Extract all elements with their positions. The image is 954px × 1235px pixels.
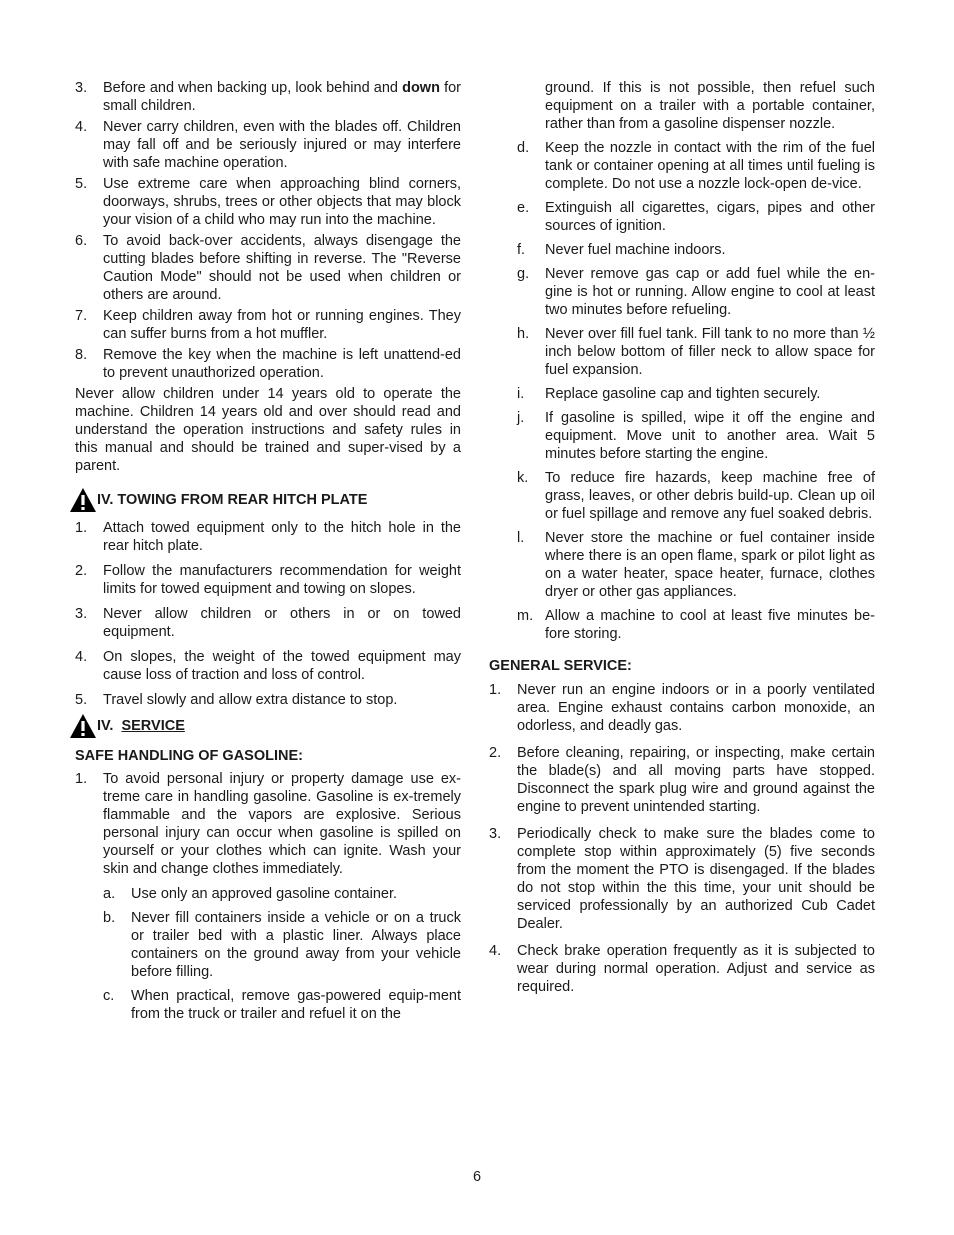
warning-triangle-icon: [69, 487, 97, 513]
item-number: 2.: [489, 745, 502, 761]
item-text: Follow the manufacturers recommendation for weight limits for towed equipment and towing on slopes.: [103, 563, 461, 597]
item-text: Never over fill fuel tank. Fill tank to no more than ½ inch below bottom of filler neck to allow space for fuel expansion.: [545, 326, 875, 378]
list-item: [75, 691, 461, 709]
list-item: [489, 681, 875, 735]
item-text: Check brake operation frequently as it is subjected to wear during normal operation. Adjust and service as required.: [517, 943, 875, 995]
item-number: 1.: [75, 771, 88, 787]
list-item: [75, 307, 461, 343]
towing-heading: [75, 487, 461, 513]
item-text: Never store the machine or fuel container inside where there is an open flame, spark or pilot light as on a water heater, space heater, furnace, clothes dryer or other gas appliances.: [545, 530, 875, 600]
sub-item: [103, 885, 461, 903]
list-item: [75, 562, 461, 598]
sub-item: [517, 469, 875, 523]
page-number: 6: [472, 1169, 482, 1185]
list-item: [75, 648, 461, 684]
item-text: Remove the key when the machine is left unattend-ed to prevent unauthorized operation.: [103, 347, 461, 381]
left-column: [75, 79, 461, 1029]
item-letter: j.: [517, 410, 525, 426]
sub-item: [517, 385, 875, 403]
children-paragraph: Never allow children under 14 years old to operate the machine. Children 14 years old and over should read and understand the operation instructions and safety rules in this manual and should be trained and super-vised by a parent.: [75, 386, 461, 474]
item-number: 1.: [75, 520, 88, 536]
item-number: 5.: [75, 692, 88, 708]
emphasis: down: [402, 80, 440, 96]
item-text: If gasoline is spilled, wipe it off the engine and equipment. Move unit to another area. Wait 5 minutes before starting the engine.: [545, 410, 875, 462]
heading-text: SERVICE: [121, 718, 185, 734]
item-text: Never run an engine indoors or in a poorly ventilated area. Engine exhaust contains carbon monoxide, an odorless, and deadly gas.: [517, 682, 875, 734]
sub-item: [517, 529, 875, 601]
item-letter: i.: [517, 386, 525, 402]
item-letter: k.: [517, 470, 529, 486]
service-heading: [75, 713, 461, 739]
item-text: Allow a machine to cool at least five minutes be-fore storing.: [545, 608, 875, 642]
item-text: To avoid personal injury or property damage use ex-treme care in handling gasoline. Gasoline is ex-tremely flammable and the vapors are explosive. Serious personal injury can occur when gasoline is spilled on yourself or your clothes which can ignite. Wash your skin and change clothes immediately.: [103, 771, 461, 877]
list-item: [489, 825, 875, 933]
list-item: [75, 346, 461, 382]
item-text: ground. If this is not possible, then refuel such equipment on a trailer with a portable container, rather than from a gasoline dispenser nozzle.: [545, 80, 875, 132]
item-letter: a.: [103, 886, 116, 902]
sub-item: [103, 909, 461, 981]
list-item: [75, 605, 461, 641]
sub-item: [517, 241, 875, 259]
list-item: [75, 79, 461, 115]
item-number: 8.: [75, 347, 88, 363]
item-number: 4.: [75, 119, 88, 135]
item-text: Attach towed equipment only to the hitch hole in the rear hitch plate.: [103, 520, 461, 554]
item-letter: h.: [517, 326, 530, 342]
item-text: Keep children away from hot or running engines. They can suffer burns from a hot muffler.: [103, 308, 461, 342]
item-text: Before and when backing up, look behind and down for small children.: [103, 80, 462, 114]
warning-triangle-icon: [69, 713, 97, 739]
list-item: [75, 770, 461, 878]
list-item: [489, 942, 875, 996]
item-text: Periodically check to make sure the blades come to complete stop within approximately (5) five seconds from the moment the PTO is disengaged. If the blades do not stop within the this time, your unit should be serviced professionally by an authorized Cub Cadet Dealer.: [517, 826, 875, 932]
sub-item: [517, 139, 875, 193]
item-text: To avoid back-over accidents, always disengage the cutting blades before shifting in reverse. The "Reverse Caution Mode" should not be used when children or others are around.: [103, 233, 461, 303]
item-letter: l.: [517, 530, 525, 546]
sub-item: [517, 265, 875, 319]
item-text: Never allow children or others in or on towed equipment.: [103, 606, 461, 640]
item-text: Travel slowly and allow extra distance to stop.: [103, 692, 398, 708]
item-number: 7.: [75, 308, 88, 324]
list-item: [489, 744, 875, 816]
item-letter: f.: [517, 242, 526, 258]
list-item: [75, 232, 461, 304]
item-number: 3.: [75, 606, 88, 622]
item-letter: e.: [517, 200, 530, 216]
list-item: [75, 519, 461, 555]
item-text: Never remove gas cap or add fuel while the en-gine is hot or running. Allow engine to cool at least two minutes before refueling.: [545, 266, 875, 318]
item-text: Keep the nozzle in contact with the rim of the fuel tank or container opening at all times until fueling is complete. Do not use a nozzle lock-open de-vice.: [545, 140, 875, 192]
gasoline-heading: SAFE HANDLING OF GASOLINE:: [75, 748, 303, 764]
item-number: 4.: [75, 649, 88, 665]
item-letter: g.: [517, 266, 530, 282]
item-text: Before cleaning, repairing, or inspecting, make certain the blade(s) and all moving parts have stopped. Disconnect the spark plug wire and ground against the engine to prevent unintended starting.: [517, 745, 875, 815]
item-text: Never fuel machine indoors.: [545, 242, 726, 258]
heading-text: IV. TOWING FROM REAR HITCH PLATE: [97, 492, 368, 508]
item-number: 6.: [75, 233, 88, 249]
item-text: Extinguish all cigarettes, cigars, pipes and other sources of ignition.: [545, 200, 875, 234]
item-number: 4.: [489, 943, 502, 959]
item-number: 2.: [75, 563, 88, 579]
general-service-heading: GENERAL SERVICE:: [489, 658, 632, 674]
list-item: [75, 175, 461, 229]
item-text: On slopes, the weight of the towed equipment may cause loss of traction and loss of control.: [103, 649, 461, 683]
sub-item: [103, 987, 461, 1023]
right-column: [489, 79, 875, 996]
item-number: 3.: [489, 826, 502, 842]
list-item: [75, 118, 461, 172]
item-text: Use extreme care when approaching blind corners, doorways, shrubs, trees or other objects that may block your vision of a child who may run into the machine.: [103, 176, 461, 228]
item-number: 1.: [489, 682, 502, 698]
sub-item-continuation: [545, 79, 875, 133]
item-letter: c.: [103, 988, 115, 1004]
sub-item: [517, 325, 875, 379]
sub-item: [517, 409, 875, 463]
item-letter: m.: [517, 608, 534, 624]
sub-item: [517, 199, 875, 235]
item-letter: d.: [517, 140, 530, 156]
item-text: When practical, remove gas-powered equip-ment from the truck or trailer and refuel it on the: [131, 988, 461, 1022]
heading-prefix: IV.: [97, 718, 122, 734]
item-text: Never fill containers inside a vehicle or on a truck or trailer bed with a plastic liner. Always place containers on the ground away from your vehicle before filling.: [131, 910, 461, 980]
item-number: 5.: [75, 176, 88, 192]
sub-item: [517, 607, 875, 643]
item-letter: b.: [103, 910, 116, 926]
item-text: Use only an approved gasoline container.: [131, 886, 398, 902]
item-text: Replace gasoline cap and tighten securely.: [545, 386, 821, 402]
item-text: To reduce fire hazards, keep machine free of grass, leaves, or other debris build-up. Clean up oil or fuel spillage and remove any fuel soaked debris.: [545, 470, 875, 522]
item-text: Never carry children, even with the blades off. Children may fall off and be seriously injured or may interfere with safe machine operation.: [103, 119, 461, 171]
item-number: 3.: [75, 80, 88, 96]
